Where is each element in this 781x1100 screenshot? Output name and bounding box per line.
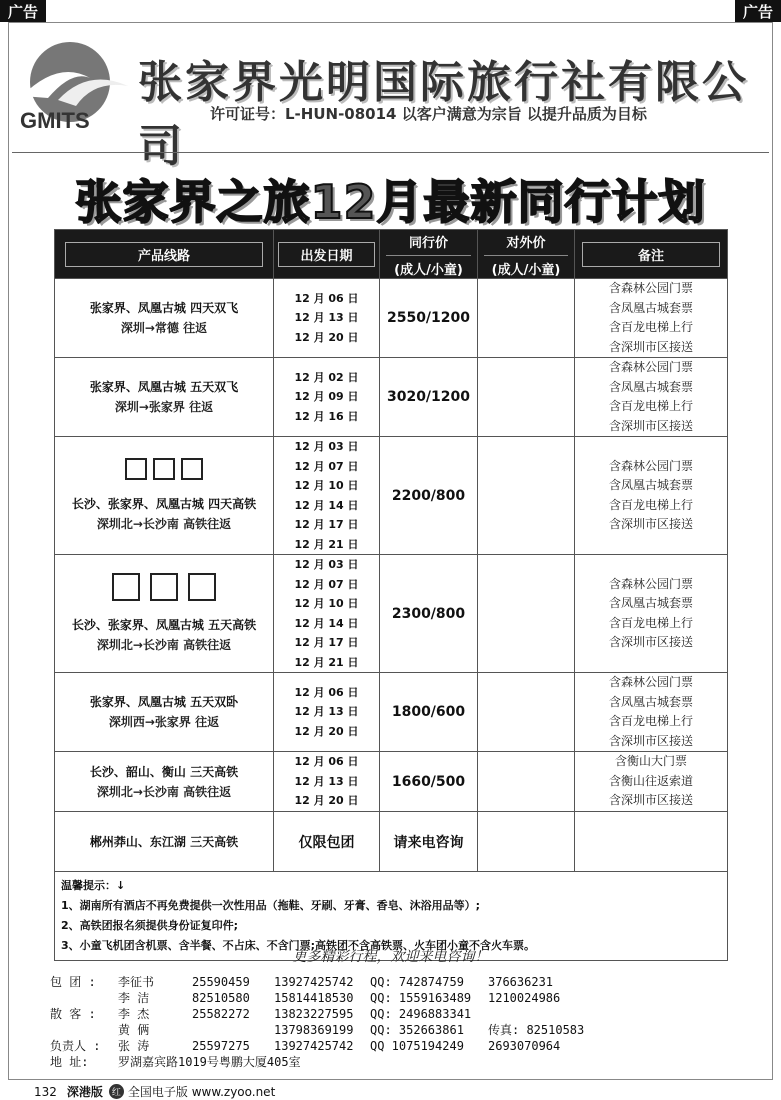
- date-cell: [274, 673, 380, 752]
- header-route: 产品线路: [55, 230, 274, 279]
- date-item: 12 月 10 日: [294, 597, 359, 610]
- route-cell: [55, 437, 274, 555]
- peer-price: 1660/500: [380, 752, 478, 812]
- note-item: 含森林公园门票: [608, 281, 693, 295]
- more-tours-text: 更多精彩行程，欢迎来电咨询！: [292, 949, 489, 965]
- date-item: 12 月 14 日: [294, 616, 359, 630]
- placeholder-boxes: [55, 458, 273, 480]
- route-cell: [55, 555, 274, 673]
- public-price: [478, 812, 575, 872]
- peer-price: 1800/600: [380, 673, 478, 752]
- contact-row: 李 洁 82510580 15814418530 QQ: 1559163489 1210024986: [118, 991, 561, 1005]
- note-item: 含凤凰古城套票: [608, 478, 693, 492]
- date-item: 12 月 07 日: [294, 577, 359, 591]
- public-price: [478, 437, 575, 555]
- page-footer: [34, 1083, 275, 1100]
- notes-cell: [575, 752, 728, 812]
- route-name: 张家界、凤凰古城 四天双飞: [89, 301, 239, 315]
- logo-text: GMITS: [20, 108, 90, 132]
- placeholder-square: [153, 458, 175, 480]
- peer-price: 2550/1200: [380, 279, 478, 358]
- contact-row: 散 客 : 李 杰 25582272 13823227595 QQ: 2496883341: [50, 1007, 472, 1021]
- header-public-price: 对外价 (成人/小童): [478, 230, 575, 279]
- contact-row: 负责人 : 张 涛 25597275 13927425742 QQ 1075194249 2693070964: [50, 1039, 561, 1053]
- address-label: 地 址:: [50, 1055, 89, 1069]
- route-cell: [55, 812, 274, 872]
- note-item: 含凤凰古城套票: [608, 596, 693, 610]
- note-item: 含百龙电梯上行: [608, 497, 693, 512]
- notes-cell: [575, 358, 728, 437]
- placeholder-square: [188, 573, 216, 601]
- date-item: 12 月 03 日: [294, 558, 359, 571]
- edition-label: 深港版: [66, 1085, 103, 1099]
- notes-cell: [575, 812, 728, 872]
- date-cell: [274, 358, 380, 437]
- table-header: [55, 230, 728, 279]
- ad-tag-right: 广告: [735, 0, 781, 22]
- table-row: [55, 437, 728, 555]
- date-cell: [274, 555, 380, 673]
- peer-price: 3020/1200: [380, 358, 478, 437]
- notes-cell: [575, 437, 728, 555]
- contact-row: 包 团 : 李征书 25590459 13927425742 QQ: 742874759 376636231: [50, 975, 554, 989]
- table-row: [55, 279, 728, 358]
- date-item: 12 月 20 日: [294, 330, 359, 344]
- peer-price: 2200/800: [380, 437, 478, 555]
- notes-cell: [575, 279, 728, 358]
- placeholder-boxes: [55, 573, 273, 601]
- date-item: 12 月 14 日: [294, 498, 359, 512]
- date-cell: [274, 437, 380, 555]
- route-sub: 深圳→张家界 往返: [114, 400, 214, 414]
- note-item: 含百龙电梯上行: [608, 399, 693, 413]
- header-peer-price: 同行价 (成人/小童): [380, 230, 478, 279]
- site-link[interactable]: 全国电子版 www.zyoo.net: [127, 1085, 276, 1099]
- placeholder-square: [150, 573, 178, 601]
- note-item: 含深圳市区接送: [608, 793, 693, 808]
- peer-price: 2300/800: [380, 555, 478, 673]
- note-item: 含凤凰古城套票: [608, 379, 693, 394]
- date-item: 12 月 06 日: [294, 291, 359, 305]
- route-sub: 深圳西→张家界 往返: [108, 715, 220, 729]
- date-item: 12 月 17 日: [294, 636, 359, 649]
- note-item: 含凤凰古城套票: [608, 300, 693, 315]
- note-item: 含深圳市区接送: [608, 635, 693, 649]
- route-sub: 深圳北→长沙南 高铁往返: [96, 637, 232, 652]
- public-price: [478, 279, 575, 358]
- tip-item: 1、湖南所有酒店不再免费提供一次性用品（拖鞋、牙刷、牙膏、香皂、沐浴用品等）;: [61, 899, 481, 912]
- placeholder-square: [125, 458, 147, 480]
- route-cell: [55, 358, 274, 437]
- route-sub: 深圳北→长沙南 高铁往返: [96, 784, 232, 799]
- date-item: 12 月 10 日: [294, 479, 359, 492]
- note-item: 含百龙电梯上行: [608, 615, 693, 630]
- peer-price: 请来电咨询: [380, 812, 478, 872]
- date-item: 12 月 21 日: [294, 537, 359, 551]
- note-item: 含深圳市区接送: [608, 517, 693, 531]
- contacts-block: [50, 974, 608, 1070]
- table-row: [55, 358, 728, 437]
- date-item: 12 月 21 日: [294, 655, 359, 669]
- route-sub: 深圳北→长沙南 高铁往返: [96, 516, 232, 531]
- public-price: [478, 752, 575, 812]
- placeholder-square: [181, 458, 203, 480]
- date-item: 12 月 13 日: [294, 774, 359, 788]
- company-logo: [18, 40, 138, 132]
- date-item: 12 月 03 日: [294, 440, 359, 453]
- date-item: 12 月 07 日: [294, 459, 359, 473]
- tips-title: 温馨提示：↓: [61, 879, 126, 892]
- note-item: 含森林公园门票: [608, 458, 693, 473]
- note-item: 含衡山往返索道: [608, 773, 693, 788]
- tour-table: [54, 229, 728, 961]
- route-name: 长沙、韶山、衡山 三天高铁: [89, 764, 239, 779]
- header-divider: [12, 152, 769, 153]
- route-cell: [55, 673, 274, 752]
- placeholder-square: [112, 573, 140, 601]
- table-row: [55, 673, 728, 752]
- date-item: 12 月 13 日: [294, 311, 359, 325]
- notes-cell: [575, 673, 728, 752]
- contact-row: 黄 俩 13798369199 QQ: 352663861 传真: 82510583: [118, 1023, 585, 1037]
- public-price: [478, 673, 575, 752]
- note-item: 含深圳市区接送: [608, 418, 693, 433]
- route-name: 郴州莽山、东江湖 三天高铁: [89, 834, 239, 849]
- route-cell: [55, 279, 274, 358]
- note-item: 含衡山大门票: [614, 754, 687, 769]
- license-line: 许可证号：L-HUN-08014 以客户满意为宗旨 以提升品质为目标: [210, 105, 647, 123]
- plan-title: 张家界之旅12月最新同行计划: [75, 175, 706, 229]
- date-item: 12 月 16 日: [294, 409, 359, 423]
- company-name: 张家界光明国际旅行社有限公司: [138, 57, 749, 172]
- header-date: 出发日期: [274, 230, 380, 279]
- note-item: 含森林公园门票: [608, 360, 693, 374]
- edition-badge-icon: 红: [109, 1084, 124, 1099]
- route-sub: 深圳→常德 往返: [120, 321, 208, 335]
- ad-tag-left: 广告: [0, 0, 46, 22]
- date-cell: [274, 279, 380, 358]
- route-name: 长沙、张家界、凤凰古城 四天高铁: [71, 496, 257, 511]
- date-item: 12 月 02 日: [294, 370, 359, 384]
- date-item: 12 月 09 日: [294, 390, 359, 404]
- date-item: 12 月 06 日: [294, 755, 359, 769]
- table-row: [55, 752, 728, 812]
- route-name: 长沙、张家界、凤凰古城 五天高铁: [71, 617, 257, 632]
- route-cell: [55, 752, 274, 812]
- note-item: 含森林公园门票: [608, 675, 693, 689]
- note-item: 含森林公园门票: [608, 576, 693, 591]
- route-name: 张家界、凤凰古城 五天双飞: [89, 380, 239, 394]
- page-number: 132: [34, 1084, 57, 1099]
- date-item: 12 月 06 日: [294, 685, 359, 699]
- tip-item: 3、小童飞机团含机票、含半餐、不占床、不含门票;高铁团不含高铁票、火车团小童不含火车票。: [61, 939, 536, 952]
- public-price: [478, 555, 575, 673]
- notes-cell: [575, 555, 728, 673]
- date-item: 12 月 13 日: [294, 705, 359, 719]
- date-item: 12 月 20 日: [294, 724, 359, 738]
- note-item: 含深圳市区接送: [608, 733, 693, 748]
- date-item: 12 月 20 日: [294, 794, 359, 808]
- note-item: 含百龙电梯上行: [608, 714, 693, 728]
- note-item: 含深圳市区接送: [608, 339, 693, 354]
- date-cell: [274, 752, 380, 812]
- date-cell: 仅限包团: [274, 812, 380, 872]
- note-item: 含百龙电梯上行: [608, 320, 693, 334]
- table-row: [55, 812, 728, 872]
- header-notes: 备注: [575, 230, 728, 279]
- date-item: 12 月 17 日: [294, 518, 359, 531]
- note-item: 含凤凰古城套票: [608, 694, 693, 709]
- tip-item: 2、高铁团报名须提供身份证复印件;: [61, 919, 239, 932]
- address-row: [50, 1054, 608, 1070]
- address-value: 罗湖嘉宾路1019号粤鹏大厦405室: [118, 1055, 301, 1069]
- public-price: [478, 358, 575, 437]
- table-row: [55, 555, 728, 673]
- route-name: 张家界、凤凰古城 五天双卧: [89, 695, 239, 709]
